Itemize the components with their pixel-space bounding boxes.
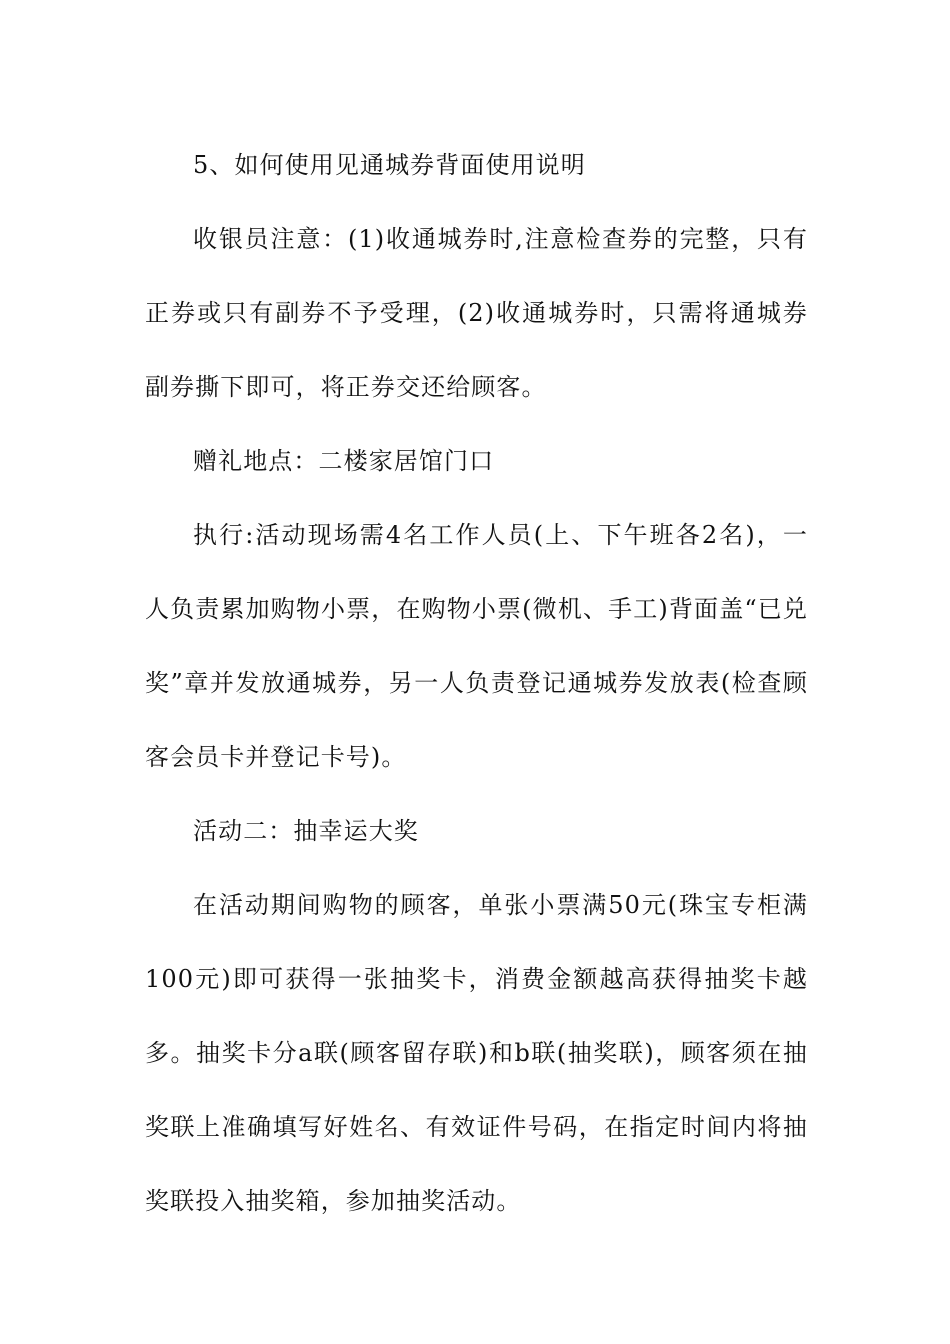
paragraph-usage-instructions: 5、如何使用见通城券背面使用说明 <box>193 151 586 179</box>
paragraph-lottery-details: 在活动期间购物的顾客，单张小票满50元(珠宝专柜满100元)即可获得一张抽奖卡，消费金额越高获得抽奖卡越多。抽奖卡分a联(顾客留存联)和b联(抽奖联)，顾客须在抽奖联上准确填写好姓名、有效证件号码，在指定时间内将抽奖联投入抽奖箱，参加抽奖活动。 <box>145 891 808 1215</box>
paragraph-execution: 执行:活动现场需4名工作人员(上、下午班各2名)，一人负责累加购物小票，在购物小票(微机、手工)背面盖“已兑奖”章并发放通城券，另一人负责登记通城券发放表(检查顾客会员卡并登记卡号)。 <box>145 521 808 771</box>
paragraph-activity-two-heading: 活动二：抽幸运大奖 <box>193 817 419 845</box>
paragraph-gift-location: 赠礼地点：二楼家居馆门口 <box>193 447 495 475</box>
paragraph-cashier-notice: 收银员注意：(1)收通城券时,注意检查券的完整，只有正券或只有副券不予受理，(2)收通城券时，只需将通城券副券撕下即可，将正券交还给顾客。 <box>145 225 808 401</box>
document-body <box>145 128 808 1238</box>
